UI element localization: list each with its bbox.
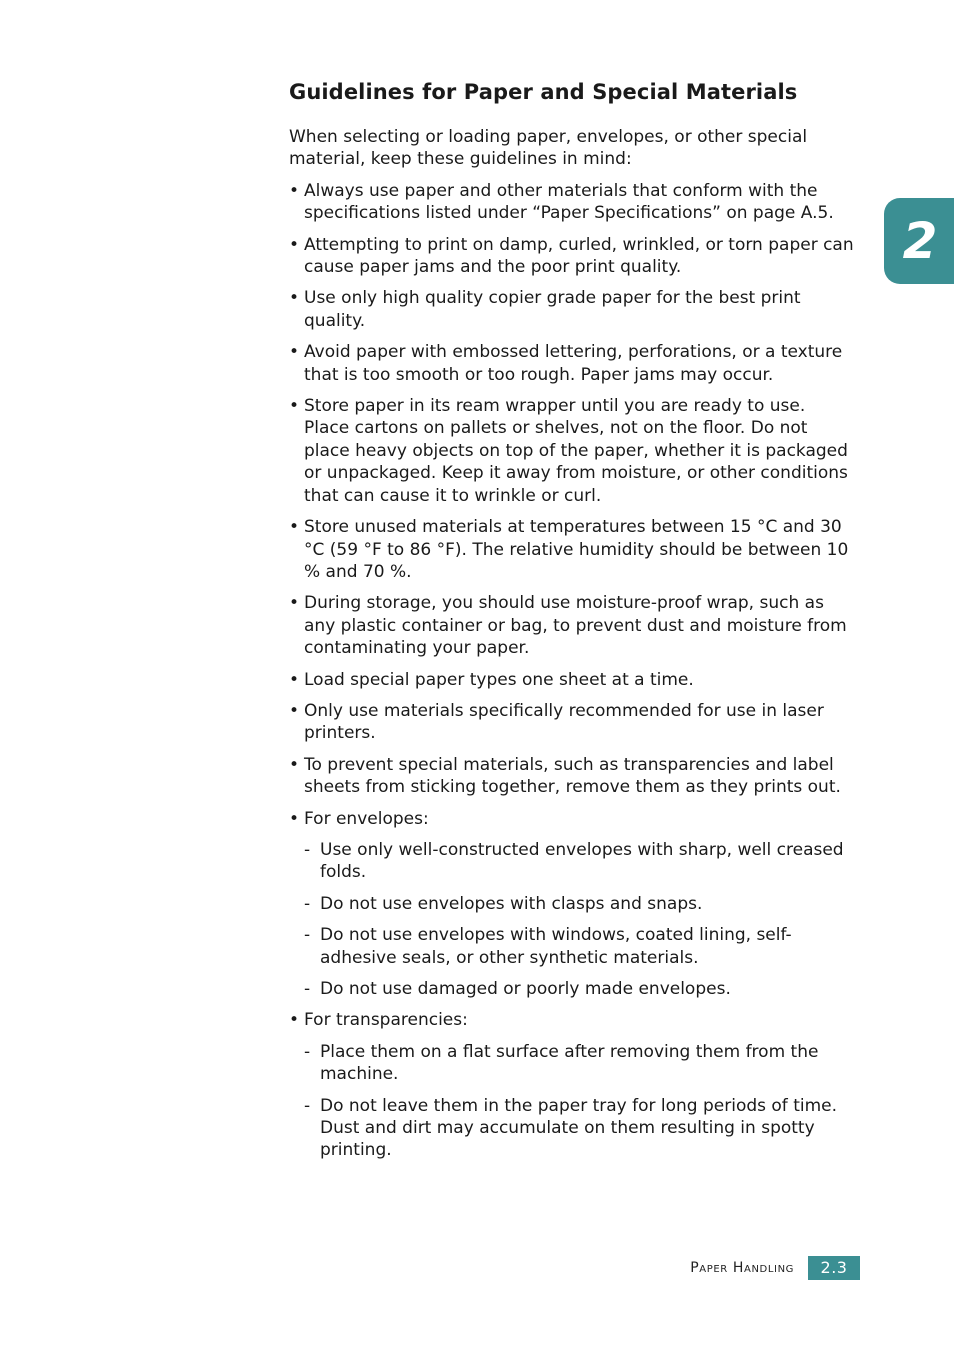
- envelope-subitem-text: Use only well-constructed envelopes with sharp, well creased folds.: [320, 839, 844, 883]
- bullet-icon: •: [289, 517, 300, 538]
- envelope-subitem: [304, 893, 854, 915]
- transparency-subitem: [304, 1095, 854, 1162]
- transparency-subitem-text: Place them on a flat surface after removing them from the machine.: [320, 1041, 819, 1085]
- bullet-icon: •: [289, 593, 300, 614]
- transparency-subitem-text: Do not leave them in the paper tray for long periods of time. Dust and dirt may accumulate on them resulting in spotty printing.: [320, 1095, 838, 1161]
- guidelines-list: [289, 180, 854, 1162]
- transparencies-item: [289, 1009, 854, 1161]
- guideline-item: [289, 669, 854, 691]
- envelope-subitem-text: Do not use envelopes with clasps and snaps.: [320, 893, 703, 914]
- guideline-text: Only use materials specifically recommended for use in laser printers.: [304, 700, 824, 744]
- page-content: [289, 78, 854, 1171]
- dash-icon: -: [304, 1095, 311, 1116]
- dash-icon: -: [304, 925, 311, 946]
- page-number: 2.3: [808, 1256, 860, 1280]
- bullet-icon: •: [289, 754, 300, 775]
- intro-paragraph: When selecting or loading paper, envelopes, or other special material, keep these guidelines in mind:: [289, 127, 808, 170]
- bullet-icon: •: [289, 342, 300, 363]
- envelopes-item: [289, 808, 854, 1001]
- dash-icon: -: [304, 979, 311, 999]
- envelope-subitem: [304, 839, 854, 884]
- guideline-item: [289, 754, 854, 799]
- dash-icon: -: [304, 1041, 311, 1062]
- guideline-item: [289, 592, 854, 659]
- guideline-text: Attempting to print on damp, curled, wrinkled, or torn paper can cause paper jams and the poor print quality.: [304, 234, 854, 278]
- bullet-icon: •: [289, 234, 300, 255]
- bullet-icon: •: [289, 808, 300, 829]
- guideline-text: During storage, you should use moisture-proof wrap, such as any plastic container or bag, to prevent dust and moisture from contaminating your paper.: [304, 593, 847, 659]
- guideline-item: [289, 341, 854, 386]
- transparencies-sublist: [304, 1041, 854, 1162]
- footer-section-label: Paper Handling: [690, 1260, 794, 1276]
- envelope-subitem-text: Do not use envelopes with windows, coated lining, self-adhesive seals, or other synthetic materials.: [320, 925, 792, 968]
- guideline-text: Store unused materials at temperatures between 15 °C and 30 °C (59 °F to 86 °F). The relative humidity should be between 10 % and 70 %.: [304, 517, 849, 582]
- bullet-icon: •: [289, 396, 300, 417]
- guideline-text: Load special paper types one sheet at a time.: [304, 669, 694, 690]
- bullet-icon: •: [289, 700, 300, 721]
- section-title: Guidelines for Paper and Special Materials: [289, 80, 798, 104]
- guideline-item: [289, 516, 854, 583]
- guideline-item: [289, 234, 854, 279]
- transparencies-label: For transparencies:: [304, 1010, 468, 1031]
- guideline-text: Store paper in its ream wrapper until you are ready to use. Place cartons on pallets or shelves, not on the floor. Do not place heavy objects on top of the paper, whether it is packaged or unpackaged. Keep it away from moisture, or other conditions that can cause it to wrinkle or curl.: [304, 396, 848, 506]
- envelopes-label: For envelopes:: [304, 808, 429, 829]
- envelope-subitem: [304, 924, 854, 969]
- bullet-icon: •: [289, 180, 300, 201]
- bullet-icon: •: [289, 669, 300, 690]
- bullet-icon: •: [289, 288, 300, 309]
- dash-icon: -: [304, 839, 311, 860]
- guideline-item: [289, 700, 854, 745]
- bullet-icon: •: [289, 1010, 300, 1031]
- transparency-subitem: [304, 1041, 854, 1086]
- envelope-subitem-text: Do not use damaged or poorly made envelopes.: [320, 979, 731, 999]
- envelope-subitem: [304, 978, 854, 1000]
- guideline-item: [289, 395, 854, 507]
- envelopes-sublist: [304, 839, 854, 1000]
- guideline-text: Always use paper and other materials that conform with the specifications listed under “Paper Specifications” on page A.5.: [304, 180, 834, 224]
- guideline-text: Use only high quality copier grade paper for the best print quality.: [304, 288, 801, 331]
- guideline-item: [289, 180, 854, 225]
- chapter-tab: 2: [884, 198, 954, 284]
- guideline-text: Avoid paper with embossed lettering, perforations, or a texture that is too smooth or too rough. Paper jams may occur.: [304, 342, 843, 385]
- guideline-text: To prevent special materials, such as transparencies and label sheets from sticking together, remove them as they prints out.: [304, 754, 841, 798]
- dash-icon: -: [304, 893, 311, 914]
- guideline-item: [289, 287, 854, 332]
